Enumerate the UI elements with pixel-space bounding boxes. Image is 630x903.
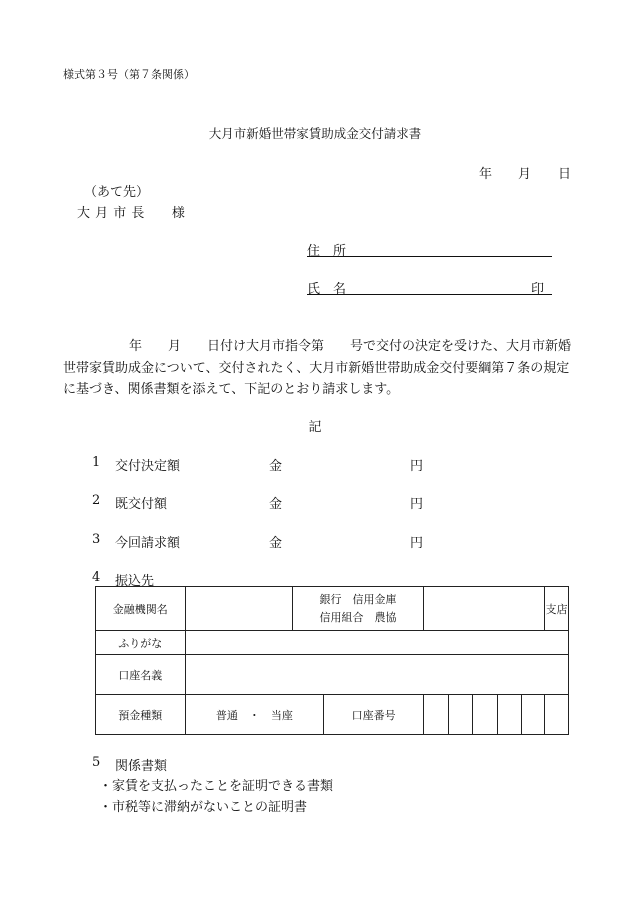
request-line-1: 年 月 日付け大月市指令第 号で交付の決定を受けた、大月市新婚: [129, 339, 572, 354]
addressee: 大 月 市 長 様: [77, 206, 186, 221]
item-yen: 円: [410, 459, 424, 474]
institution-types-line1: 銀行 信用金庫: [319, 592, 397, 606]
address-field[interactable]: [307, 240, 552, 257]
account-digit-cell[interactable]: [473, 695, 498, 735]
request-line-2: 世帯家賃助成金について、交付されたく、大月市新婚世帯助成金交付要綱第７条の規定: [63, 360, 570, 376]
account-holder-cell[interactable]: [185, 655, 568, 695]
seal-mark: 印: [530, 282, 544, 297]
date-month: 月: [518, 167, 532, 182]
account-digit-cell[interactable]: [449, 695, 473, 735]
address-label: 住 所: [307, 244, 347, 259]
branch-label: 支店: [544, 587, 568, 631]
name-label: 氏 名: [307, 282, 347, 297]
institution-name-cell[interactable]: [185, 587, 292, 631]
furigana-cell[interactable]: [185, 631, 568, 655]
account-digit-cell[interactable]: [544, 695, 568, 735]
request-text: [63, 336, 583, 401]
account-digit-cell[interactable]: [498, 695, 522, 735]
bank-info-table: [95, 586, 569, 735]
furigana-label: ふりがな: [96, 631, 186, 655]
institution-label: 金融機関名: [96, 587, 186, 631]
account-number-label: 口座番号: [324, 695, 424, 735]
documents-item: ・市税等に滞納がないことの証明書: [99, 800, 308, 815]
form-title: 大月市新婚世帯家賃助成金交付請求書: [208, 126, 422, 141]
request-line-3: に基づき、関係書類を添えて、下記のとおり請求します。: [63, 382, 400, 397]
branch-name-cell[interactable]: [424, 587, 545, 631]
institution-types: [292, 587, 423, 631]
item-label: 交付決定額: [115, 459, 181, 474]
item-kin: 金: [269, 459, 283, 474]
date-year: 年: [479, 167, 493, 182]
institution-types-line2: 信用組合 農協: [319, 610, 397, 624]
form-number: 様式第３号（第７条関係）: [63, 68, 195, 81]
date-day: 日: [558, 167, 572, 182]
item-yen: 円: [410, 497, 424, 512]
account-holder-label: 口座名義: [96, 655, 186, 695]
ki-heading: 記: [308, 420, 322, 435]
item-number: 1: [92, 455, 101, 470]
documents-label: 関係書類: [115, 759, 168, 774]
item-yen: 円: [410, 536, 424, 551]
item-kin: 金: [269, 536, 283, 551]
item-label: 既交付額: [115, 497, 168, 512]
item-number: 2: [92, 493, 101, 508]
addressee-heading: （あて先）: [84, 185, 150, 200]
item-kin: 金: [269, 497, 283, 512]
transfer-label: 振込先: [115, 574, 155, 589]
documents-item: ・家賃を支払ったことを証明できる書類: [99, 779, 334, 794]
item-number: 3: [92, 532, 101, 547]
item-label: 今回請求額: [115, 536, 181, 551]
account-digit-cell[interactable]: [424, 695, 449, 735]
transfer-number: 4: [92, 570, 101, 585]
name-field[interactable]: [307, 278, 552, 295]
deposit-type-label: 預金種類: [96, 695, 186, 735]
account-digit-cell[interactable]: [522, 695, 545, 735]
documents-number: 5: [92, 755, 101, 770]
deposit-types[interactable]: 普通 ・ 当座: [185, 695, 324, 735]
